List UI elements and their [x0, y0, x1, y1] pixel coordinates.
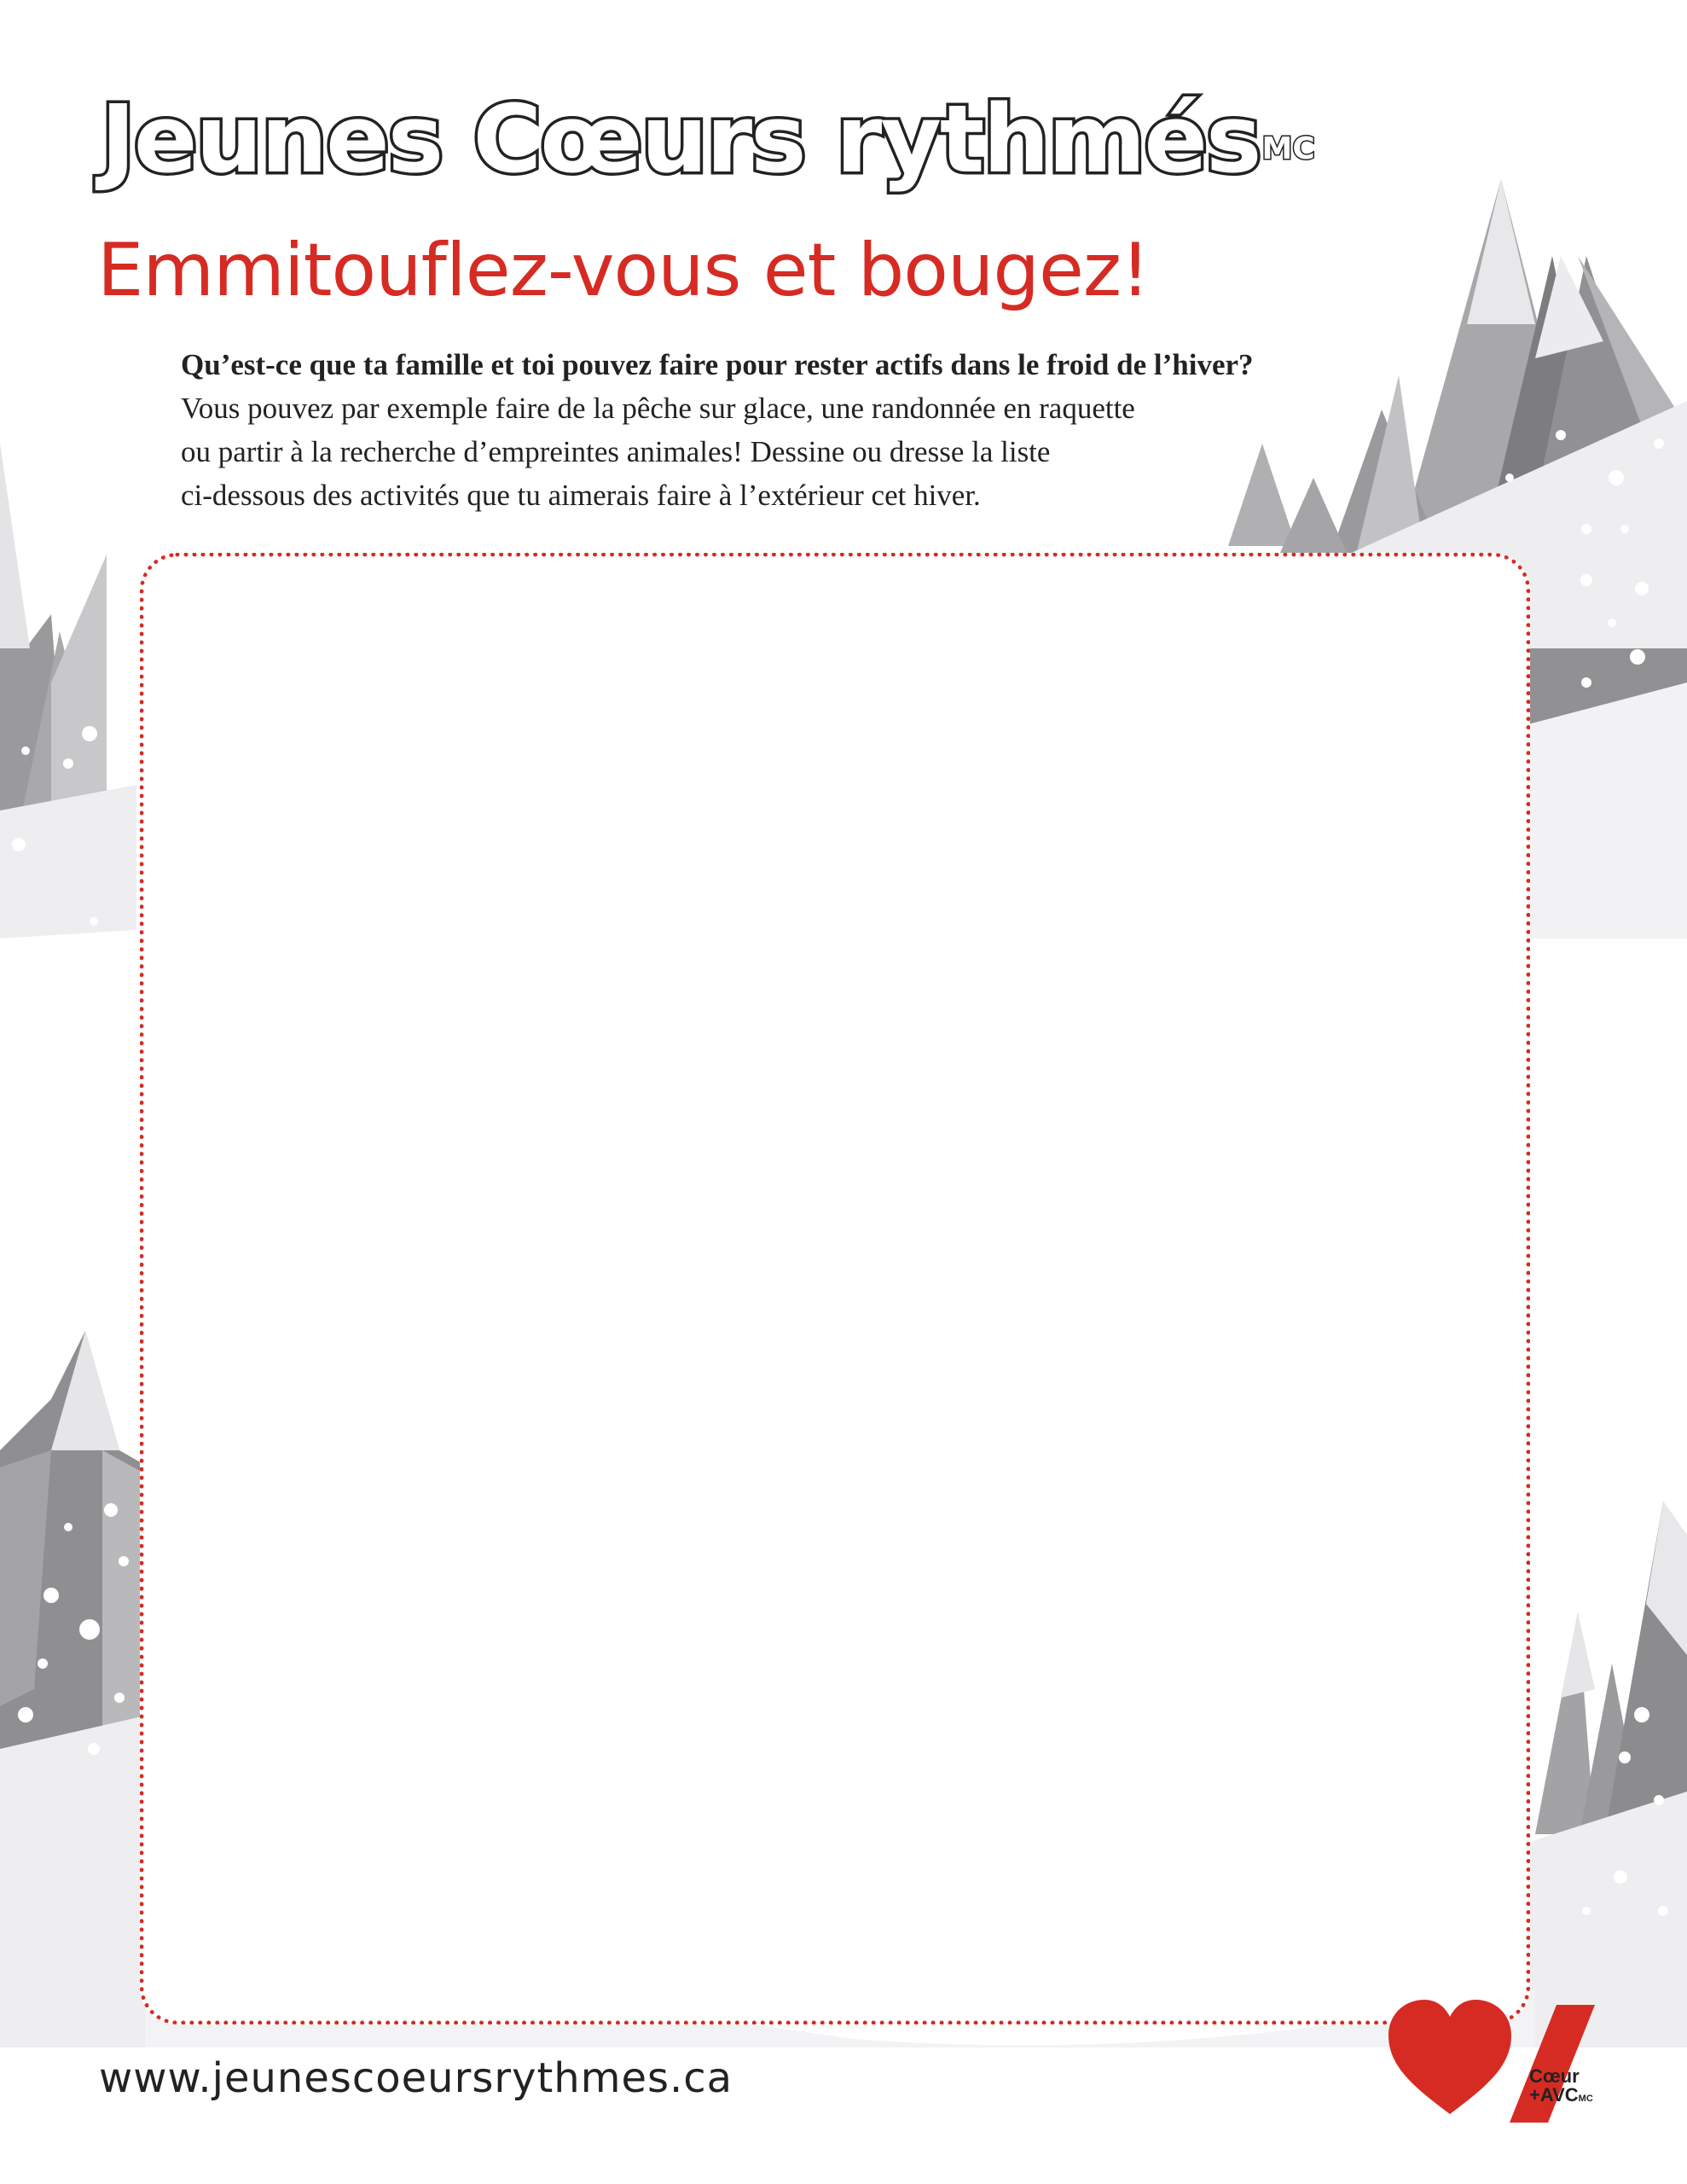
mountains-top-left [0, 444, 136, 938]
trademark-mark: MC [1261, 131, 1315, 166]
logo-wordmark: Cœur +AVCMC [1529, 2065, 1593, 2106]
page-title: Emmitouflez-vous et bougez! [97, 228, 1150, 313]
drawing-area[interactable] [140, 553, 1530, 2024]
instructions-line: Vous pouvez par exemple faire de la pêche sur glace, une randonnée en raquette [181, 392, 1135, 425]
instructions-line: ou partir à la recherche d’empreintes animales! Dessine ou dresse la liste [181, 435, 1051, 468]
mountains-bottom-right [1527, 1502, 1687, 2048]
website-link[interactable]: www.jeunescoeursrythmes.ca [99, 2054, 733, 2102]
instructions [181, 343, 1426, 517]
instructions-line: ci-dessous des activités que tu aimerais faire à l’extérieur cet hiver. [181, 479, 981, 512]
instructions-question: Qu’est-ce que ta famille et toi pouvez faire pour rester actifs dans le froid de l’hiver? [181, 348, 1254, 381]
brand-title: Jeunes Cœurs rythmés$^{MC}$ [101, 84, 1315, 194]
mountains-bottom-left [0, 1331, 149, 2048]
